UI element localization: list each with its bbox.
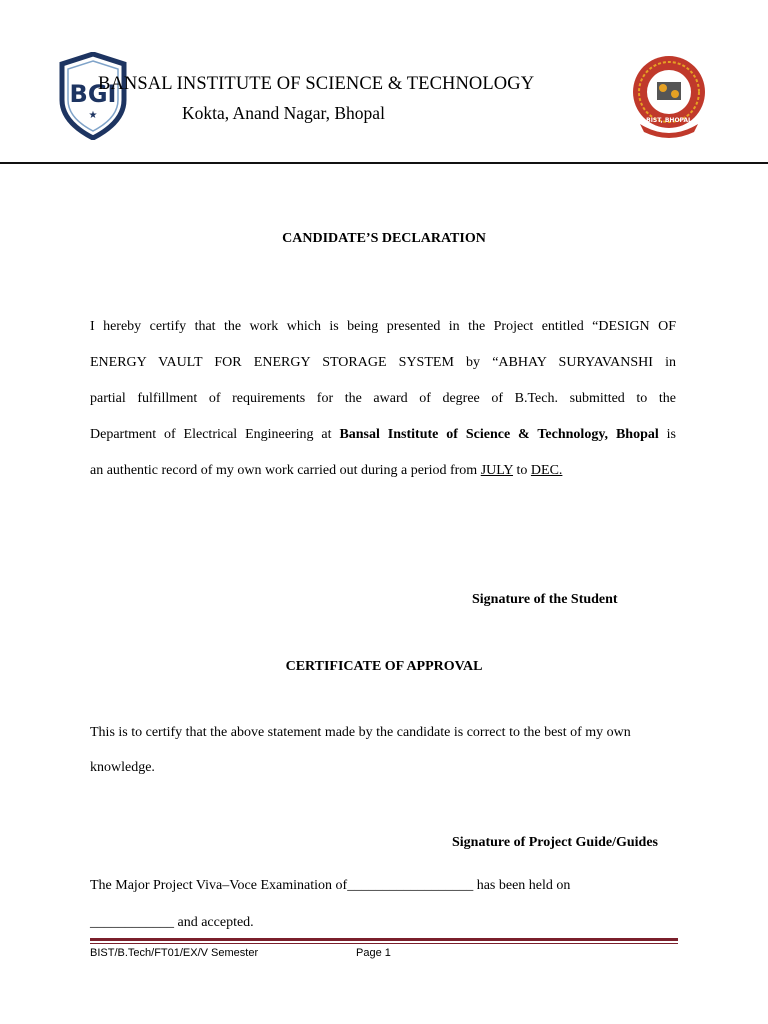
month-to: DEC. [530, 463, 563, 478]
line4-post: is [666, 427, 676, 442]
header-divider [0, 162, 768, 164]
approval-line-2: knowledge. [90, 760, 155, 775]
declaration-title: CANDIDATE’S DECLARATION [282, 231, 486, 246]
guide-signature-label: Signature of Project Guide/Guides [452, 835, 658, 850]
line5-pre: an authentic record of my own work carried out during a period from [90, 463, 478, 478]
svg-text:★: ★ [88, 110, 98, 121]
footer-page-number: Page 1 [356, 947, 391, 959]
viva-line-2: ____________ and accepted. [90, 915, 254, 930]
footer-rule-thin [90, 943, 678, 944]
student-signature-label: Signature of the Student [472, 592, 618, 607]
line5-to: to [516, 463, 528, 478]
line4-pre: Department of Electrical Engineering at [90, 427, 332, 442]
footer-rule-thick [90, 938, 678, 941]
footer-document-code: BIST/B.Tech/FT01/EX/V Semester [90, 947, 259, 959]
declaration-line-1: I hereby certify that the work which is being presented in the Project entitled “DESIGN OF [90, 319, 676, 334]
institute-bold: Bansal Institute of Science & Technology, Bhopal [339, 427, 659, 442]
month-from: JULY [480, 463, 514, 478]
viva-line-1: The Major Project Viva–Voce Examination of__________________ has been held on [90, 878, 571, 893]
declaration-body [90, 309, 676, 489]
seal-text: BIST, BHOPAL [646, 117, 692, 124]
approval-line-1: This is to certify that the above statement made by the candidate is correct to the best of my own [90, 725, 631, 740]
approval-title: CERTIFICATE OF APPROVAL [285, 659, 483, 674]
declaration-line-4 [90, 417, 676, 453]
bgi-shield-logo [58, 52, 128, 140]
declaration-line-5 [90, 453, 676, 489]
declaration-line-2: ENERGY VAULT FOR ENERGY STORAGE SYSTEM by “ABHAY SURYAVANSHI in [90, 355, 676, 370]
institute-address: Kokta, Anand Nagar, Bhopal [182, 103, 385, 123]
institute-name: BANSAL INSTITUTE OF SCIENCE & TECHNOLOGY [98, 74, 535, 94]
bist-seal-logo [630, 52, 708, 140]
logo-left-text: BGI [69, 80, 117, 108]
declaration-line-3: partial fulfillment of requirements for the award of degree of B.Tech. submitted to the [90, 391, 676, 406]
